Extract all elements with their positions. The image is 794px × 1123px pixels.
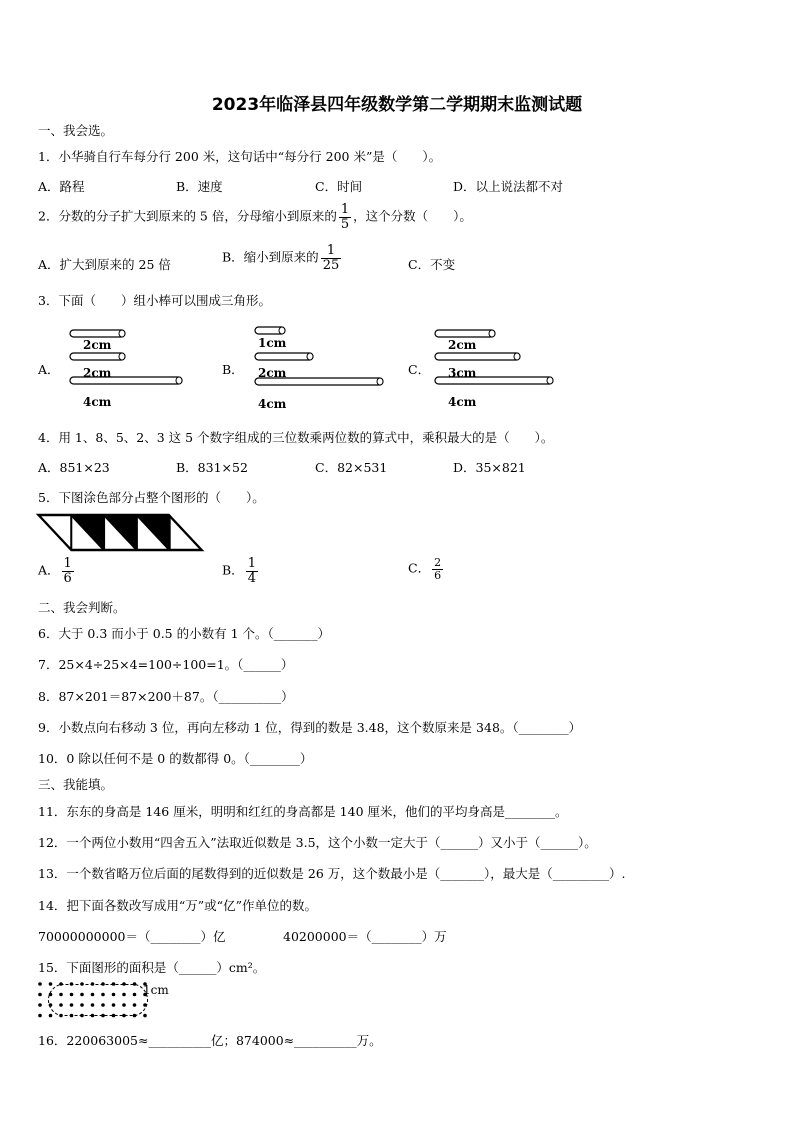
- grid-dot: [91, 993, 95, 997]
- question-5: 5．下图涂色部分占整个图形的（ ）。: [38, 490, 265, 505]
- section-heading-1: 一、我会选。: [38, 123, 114, 138]
- question-12: 12．一个两位小数用“四舍五入”法取近似数是 3.5，这个小数一定大于（______）又小于（______）。: [38, 835, 597, 850]
- q1-option-a: A．路程: [38, 179, 85, 194]
- q4-option-c: C．82×531: [315, 460, 388, 475]
- grid-dot: [59, 993, 63, 997]
- q3-c-label-2: 3cm: [448, 366, 477, 380]
- q3-option-b-label: B．: [222, 362, 244, 377]
- q3-option-c-label: C．: [408, 362, 431, 377]
- question-15: 15．下面图形的面积是（______）cm²。: [38, 960, 266, 975]
- q2-text-b: ，这个分数（ ）。: [353, 208, 472, 224]
- question-2: [38, 203, 472, 231]
- grid-dot: [80, 1003, 84, 1007]
- question-7: 7．25×4÷25×4=100÷100=1。（______）: [38, 657, 294, 672]
- question-16: 16．220063005≈__________亿；874000≈__________万。: [38, 1033, 382, 1048]
- q5-option-a: A． $\frac{1}{6}$: [38, 556, 72, 586]
- grid-dot: [101, 1003, 105, 1007]
- grid-dot: [49, 1014, 53, 1018]
- q3-b-label-3: 4cm: [258, 397, 287, 411]
- q1-option-b: B．速度: [176, 179, 223, 194]
- shape-outline: [48, 985, 147, 1016]
- question-3: 3．下面（ ）组小棒可以围成三角形。: [38, 293, 271, 308]
- page-title: 2023年临泽县四年级数学第二学期期末监测试题: [211, 95, 583, 115]
- question-9: 9．小数点向右移动 3 位，再向左移动 1 位，得到的数是 3.48，这个数原来是 348。（________）: [38, 720, 582, 735]
- grid-dot: [122, 1003, 126, 1007]
- q3-c-label-1: 2cm: [448, 338, 477, 352]
- question-8: 8．87×201＝87×200＋87。（__________）: [38, 689, 294, 704]
- question-1: 1．小华骑自行车每分行 200 米，这句话中“每分行 200 米”是（ ）。: [38, 149, 442, 164]
- q2-option-b: B．缩小到原来的 $\frac{1}{25}$: [222, 243, 340, 273]
- q15-unit-label: 1cm: [143, 983, 169, 997]
- q3-a-label-3: 4cm: [83, 395, 112, 409]
- section-heading-2: 二、我会判断。: [38, 600, 126, 615]
- question-4: 4．用 1、8、5、2、3 这 5 个数字组成的三位数乘两位数的算式中，乘积最大的是（ ）。: [38, 430, 554, 445]
- question-10: 10．0 除以任何不是 0 的数都得 0。（________）: [38, 751, 313, 766]
- q4-option-b: B．831×52: [176, 460, 248, 475]
- section-heading-3: 三、我能填。: [38, 777, 114, 792]
- grid-dot: [133, 993, 137, 997]
- q2-text-a: 2．分数的分子扩大到原来的 5 倍，分母缩小到原来的: [38, 208, 337, 224]
- q5-option-b: B． $\frac{1}{4}$: [222, 556, 256, 586]
- grid-dot: [59, 1003, 63, 1007]
- q2-option-a: A．扩大到原来的 25 倍: [38, 257, 171, 272]
- q1-option-d: D．以上说法都不对: [453, 179, 564, 194]
- grid-dot: [112, 993, 116, 997]
- q1-option-c: C．时间: [315, 179, 363, 194]
- q3-c-label-3: 4cm: [448, 395, 477, 409]
- grid-dot: [70, 993, 74, 997]
- q14-right: 40200000＝（________）万: [283, 929, 447, 944]
- question-11: 11．东东的身高是 146 厘米，明明和红红的身高都是 140 厘米，他们的平均身高是________。: [38, 804, 568, 819]
- q3-option-a-label: A．: [38, 362, 60, 377]
- grid-dot: [122, 993, 126, 997]
- q2-fraction: $\frac{1}{5}$: [340, 202, 350, 232]
- question-14: 14．把下面各数改写成用“万”或“亿”作单位的数。: [38, 898, 317, 913]
- grid-dot: [38, 1014, 42, 1018]
- question-13: 13．一个数省略万位后面的尾数得到的近似数是 26 万，这个数最小是（_______），最大是（_________）.: [38, 866, 626, 881]
- q3-b-label-2: 2cm: [258, 366, 287, 380]
- grid-dot: [112, 1003, 116, 1007]
- grid-dot: [133, 1003, 137, 1007]
- question-6: 6．大于 0.3 而小于 0.5 的小数有 1 个。（_______）: [38, 626, 331, 641]
- grid-dot: [80, 993, 84, 997]
- q3-a-label-2: 2cm: [83, 366, 112, 380]
- grid-dot: [38, 993, 42, 997]
- grid-dot: [49, 982, 53, 986]
- grid-dot: [70, 1003, 74, 1007]
- q14-left: 70000000000＝（________）亿: [38, 929, 226, 944]
- q5-parallelogram-figure: [36, 512, 206, 554]
- grid-dot: [143, 1014, 147, 1018]
- q3-b-label-1: 1cm: [258, 336, 287, 350]
- q4-option-a: A．851×23: [38, 460, 110, 475]
- q3-sticks-figure: [0, 320, 794, 415]
- grid-dot: [38, 1003, 42, 1007]
- q2-option-c: C．不变: [408, 257, 456, 272]
- q3-a-label-1: 2cm: [83, 338, 112, 352]
- q15-dot-grid-figure: [36, 980, 156, 1022]
- q4-option-d: D．35×821: [453, 460, 526, 475]
- grid-dot: [38, 982, 42, 986]
- grid-dot: [101, 993, 105, 997]
- q5-option-c: C． $\frac{2}{6}$: [408, 556, 442, 582]
- grid-dot: [91, 1003, 95, 1007]
